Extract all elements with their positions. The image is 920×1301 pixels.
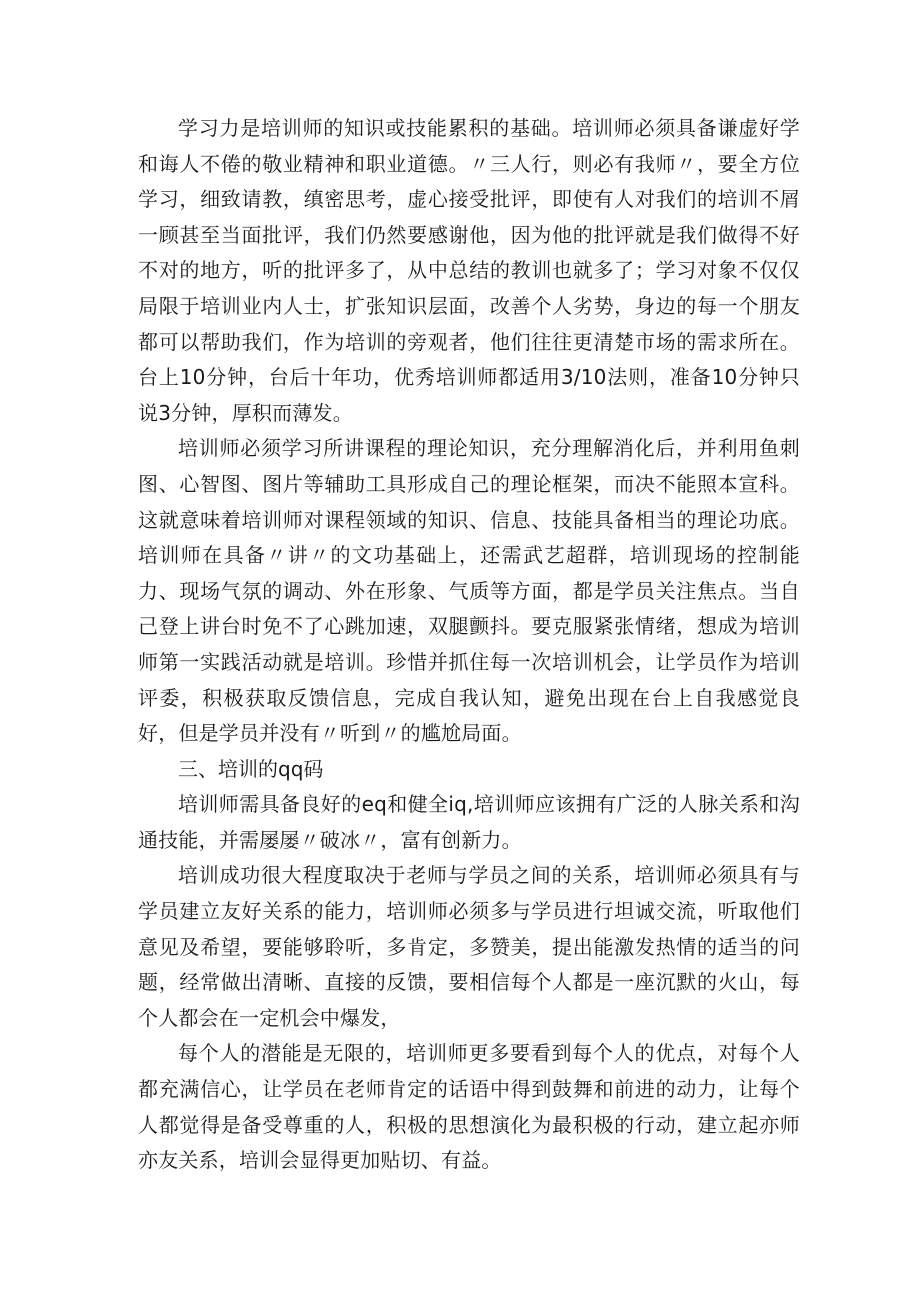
document-body (138, 111, 800, 1179)
paragraph-learning-ability: 学习力是培训师的知识或技能累积的基础。培训师必须具备谦虚好学和诲人不倦的敬业精神和职业道德。〃三人行，则必有我师〃，要全方位学习，细致请教，缜密思考，虚心接受批评，即使有人对我们的培训不屑一顾甚至当面批评，我们仍然要感谢他，因为他的批评就是我们做得不好不对的地方，听的批评多了，从中总结的教训也就多了；学习对象不仅仅局限于培训业内人士，扩张知识层面，改善个人劣势，身边的每一个朋友都可以帮助我们，作为培训的旁观者，他们往往更清楚市场的需求所在。台上10分钟，台后十年功，优秀培训师都适用3/10法则，准备10分钟只说3分钟，厚积而薄发。 (138, 116, 800, 425)
section-heading: 三、培训的qq码 (178, 756, 324, 781)
paragraph-theory-knowledge: 培训师必须学习所讲课程的理论知识，充分理解消化后，并利用鱼刺图、心智图、图片等辅助工具形成自己的理论框架，而决不能照本宣科。这就意味着培训师对课程领域的知识、信息、技能具备相当的理论功底。培训师在具备〃讲〃的文功基础上，还需武艺超群，培训现场的控制能力、现场气氛的调动、外在形象、气质等方面，都是学员关注焦点。当自己登上讲台时免不了心跳加速，双腿颤抖。要克服紧张情绪，想成为培训师第一实践活动就是培训。珍惜并抓住每一次培训机会，让学员作为培训评委，积极获取反馈信息，完成自我认知，避免出现在台上自我感觉良好，但是学员并没有〃听到〃的尴尬局面。 (138, 436, 800, 746)
paragraph-potential: 每个人的潜能是无限的，培训师更多要看到每个人的优点，对每个人都充满信心，让学员在老师肯定的话语中得到鼓舞和前进的动力，让每个人都觉得是备受尊重的人，积极的思想演化为最积极的行动，建立起亦师亦友关系，培训会显得更加贴切、有益。 (138, 1041, 800, 1173)
paragraph-eq-iq: 培训师需具备良好的eq和健全iq,培训师应该拥有广泛的人脉关系和沟通技能，并需屡屡〃破冰〃，富有创新力。 (138, 792, 800, 852)
paragraph-teacher-student-relation: 培训成功很大程度取决于老师与学员之间的关系，培训师必须具有与学员建立友好关系的能力，培训师必须多与学员进行坦诚交流，听取他们意见及希望，要能够聆听，多肯定，多赞美，提出能激发热情的适当的问题，经常做出清晰、直接的反馈，要相信每个人都是一座沉默的火山，每个人都会在一定机会中爆发， (138, 863, 800, 1030)
